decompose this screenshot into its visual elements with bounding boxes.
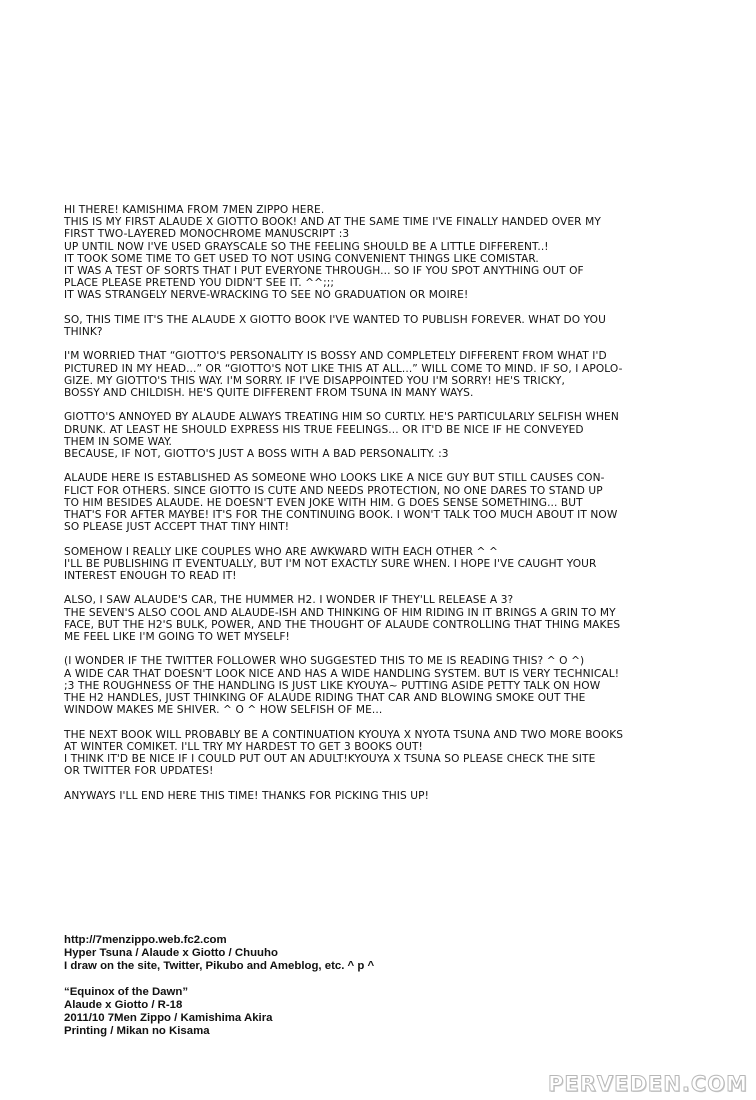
- watermark-logo: PERVEDEN.COM: [548, 1072, 748, 1096]
- afterword-line: ME FEEL LIKE I'M GOING TO WET MYSELF!: [64, 631, 290, 644]
- afterword-line: I'LL BE PUBLISHING IT EVENTUALLY, BUT I'M NOT EXACTLY SURE WHEN. I HOPE I'VE CAUGHT YOUR: [64, 557, 597, 570]
- afterword-paragraph: [64, 204, 694, 302]
- afterword-line: BOSSY AND CHILDISH. HE'S QUITE DIFFERENT FROM TSUNA IN MANY WAYS.: [64, 387, 474, 400]
- colophon-book-line: Printing / Mikan no Kisama: [64, 1025, 210, 1037]
- afterword-line: THINK?: [64, 326, 103, 339]
- colophon-site-line: Hyper Tsuna / Alaude x Giotto / Chuuho: [64, 947, 278, 959]
- afterword-line: ALAUDE HERE IS ESTABLISHED AS SOMEONE WHO LOOKS LIKE A NICE GUY BUT STILL CAUSES CON-: [64, 472, 605, 485]
- afterword-line: WINDOW MAKES ME SHIVER. ^ O ^ HOW SELFISH OF ME...: [64, 704, 383, 717]
- afterword-line: ;3 THE ROUGHNESS OF THE HANDLING IS JUST LIKE KYOUYA~ PUTTING ASIDE PETTY TALK ON HOW: [64, 679, 601, 692]
- colophon-book-info: [64, 986, 484, 1038]
- afterword-line: THEM IN SOME WAY.: [64, 435, 173, 448]
- afterword-line: GIZE. MY GIOTTO'S THIS WAY. I'M SORRY. IF I'VE DISAPPOINTED YOU I'M SORRY! HE'S TRICKY,: [64, 374, 565, 387]
- afterword-line: I'M WORRIED THAT “GIOTTO'S PERSONALITY IS BOSSY AND COMPLETELY DIFFERENT FROM WHAT I'D: [64, 350, 607, 363]
- afterword-line: (I WONDER IF THE TWITTER FOLLOWER WHO SUGGESTED THIS TO ME IS READING THIS? ^ O ^): [64, 655, 585, 668]
- afterword-paragraph: [64, 314, 694, 338]
- afterword-line: THAT'S FOR AFTER MAYBE! IT'S FOR THE CONTINUING BOOK. I WON'T TALK TOO MUCH ABOUT IT NOW: [64, 509, 618, 522]
- afterword-line: FIRST TWO-LAYERED MONOCHROME MANUSCRIPT :3: [64, 228, 350, 241]
- afterword-line: THIS IS MY FIRST ALAUDE X GIOTTO BOOK! AND AT THE SAME TIME I'VE FINALLY HANDED OVER MY: [64, 216, 601, 229]
- afterword-line: A WIDE CAR THAT DOESN'T LOOK NICE AND HAS A WIDE HANDLING SYSTEM. BUT IS VERY TECHNICAL!: [64, 667, 620, 680]
- afterword-paragraph: [64, 729, 694, 778]
- afterword-line: ANYWAYS I'LL END HERE THIS TIME! THANKS FOR PICKING THIS UP!: [64, 789, 429, 802]
- afterword-paragraph: [64, 472, 694, 533]
- afterword-line: TO HIM BESIDES ALAUDE. HE DOESN'T EVEN JOKE WITH HIM. G DOES SENSE SOMETHING... BUT: [64, 496, 583, 509]
- afterword-line: DRUNK. AT LEAST HE SHOULD EXPRESS HIS TRUE FEELINGS... OR IT'D BE NICE IF HE CONVEYED: [64, 423, 584, 436]
- afterword-paragraph: [64, 594, 694, 643]
- afterword-line: THE NEXT BOOK WILL PROBABLY BE A CONTINUATION KYOUYA X NYOTA TSUNA AND TWO MORE BOOKS: [64, 728, 624, 741]
- afterword-line: BECAUSE, IF NOT, GIOTTO'S JUST A BOSS WITH A BAD PERSONALITY. :3: [64, 448, 449, 461]
- afterword-line: FLICT FOR OTHERS. SINCE GIOTTO IS CUTE AND NEEDS PROTECTION, NO ONE DARES TO STAND UP: [64, 484, 603, 497]
- afterword-line: GIOTTO'S ANNOYED BY ALAUDE ALWAYS TREATING HIM SO CURTLY. HE'S PARTICULARLY SELFISH WHEN: [64, 411, 619, 424]
- afterword-line: OR TWITTER FOR UPDATES!: [64, 765, 214, 778]
- afterword-paragraph: [64, 790, 694, 802]
- colophon-site-info: [64, 934, 484, 973]
- afterword-paragraph: [64, 546, 694, 583]
- afterword-line: HI THERE! KAMISHIMA FROM 7MEN ZIPPO HERE.: [64, 204, 325, 216]
- afterword-line: I THINK IT'D BE NICE IF I COULD PUT OUT AN ADULT!KYOUYA X TSUNA SO PLEASE CHECK THE SITE: [64, 753, 596, 766]
- afterword-line: FACE, BUT THE H2'S BULK, POWER, AND THE THOUGHT OF ALAUDE CONTROLLING THAT THING MAKES: [64, 618, 621, 631]
- afterword-line: ALSO, I SAW ALAUDE'S CAR, THE HUMMER H2. I WONDER IF THEY'LL RELEASE A 3?: [64, 594, 514, 607]
- afterword-paragraph: [64, 655, 694, 716]
- colophon-site-line: I draw on the site, Twitter, Pikubo and Ameblog, etc. ^ p ^: [64, 960, 375, 972]
- afterword-line: IT TOOK SOME TIME TO GET USED TO NOT USING CONVENIENT THINGS LIKE COMISTAR.: [64, 252, 539, 265]
- colophon-book-line: “Equinox of the Dawn”: [64, 986, 189, 998]
- afterword-paragraph: [64, 411, 694, 460]
- afterword-line: PLACE PLEASE PRETEND YOU DIDN'T SEE IT. ^^;;;: [64, 277, 335, 290]
- afterword-line: INTEREST ENOUGH TO READ IT!: [64, 570, 237, 583]
- colophon-book-line: 2011/10 7Men Zippo / Kamishima Akira: [64, 1012, 273, 1024]
- colophon-book-line: Alaude x Giotto / R-18: [64, 999, 183, 1011]
- afterword-line: THE H2 HANDLES, JUST THINKING OF ALAUDE RIDING THAT CAR AND BLOWING SMOKE OUT THE: [64, 692, 586, 705]
- afterword-line: THE SEVEN'S ALSO COOL AND ALAUDE-ISH AND THINKING OF HIM RIDING IN IT BRINGS A GRIN TO MY: [64, 606, 616, 619]
- afterword-line: IT WAS STRANGELY NERVE-WRACKING TO SEE NO GRADUATION OR MOIRE!: [64, 289, 469, 302]
- afterword-paragraph: [64, 350, 694, 399]
- afterword-line: PICTURED IN MY HEAD...” OR “GIOTTO'S NOT LIKE THIS AT ALL...” WILL COME TO MIND. IF SO, I APOLO-: [64, 362, 623, 375]
- afterword-line: IT WAS A TEST OF SORTS THAT I PUT EVERYONE THROUGH... SO IF YOU SPOT ANYTHING OUT OF: [64, 265, 584, 278]
- afterword-line: SOMEHOW I REALLY LIKE COUPLES WHO ARE AWKWARD WITH EACH OTHER ^ ^: [64, 545, 498, 558]
- afterword-line: AT WINTER COMIKET. I'LL TRY MY HARDEST TO GET 3 BOOKS OUT!: [64, 740, 423, 753]
- afterword-line: UP UNTIL NOW I'VE USED GRAYSCALE SO THE FEELING SHOULD BE A LITTLE DIFFERENT..!: [64, 240, 549, 253]
- colophon-site-line: http://7menzippo.web.fc2.com: [64, 934, 227, 946]
- afterword-line: SO, THIS TIME IT'S THE ALAUDE X GIOTTO BOOK I'VE WANTED TO PUBLISH FOREVER. WHAT DO YOU: [64, 313, 606, 326]
- colophon: [64, 934, 484, 1051]
- afterword-notes: [64, 204, 694, 814]
- afterword-line: SO PLEASE JUST ACCEPT THAT TINY HINT!: [64, 521, 290, 534]
